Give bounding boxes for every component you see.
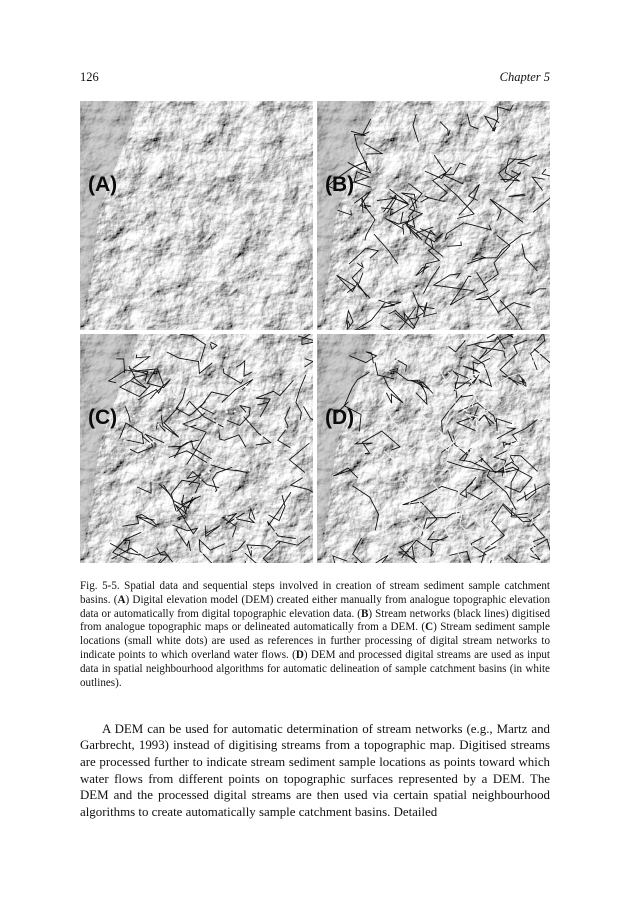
body-paragraph: A DEM can be used for automatic determination of stream networks (e.g., Martz and Garbrecht, 1993) instead of digitising streams from a topographic map. Digitised streams are processed further to indicate stream sediment sample locations as points toward which water flows from different points on topographic surfaces represented by a DEM. The DEM and the processed digital streams are then used via certain spatial neighbourhood algorithms to create automatically sample catchment basins. Detailed	[80, 721, 550, 819]
running-head-chapter: Chapter 5	[499, 70, 550, 84]
figure-5-5	[80, 101, 550, 563]
panel-b-stream-networks	[317, 101, 550, 330]
page-header	[80, 70, 550, 86]
panel-d-catchment-basins	[317, 334, 550, 563]
dem-hillshade-image	[80, 101, 313, 330]
figure-caption: Fig. 5-5. Spatial data and sequential steps involved in creation of stream sediment sample catchment basins. (A) Digital elevation model (DEM) created either manually from analogue topographic elevation data or automatically from digital topographic elevation data. (B) Stream networks (black lines) digitised from analogue topographic maps or delineated automatically from a DEM. (C) Stream sediment sample locations (small white dots) are used as references in further processing of digital stream networks to indicate points to which overland water flows. (D) DEM and processed digital streams are used as input data in spatial neighbourhood algorithms for automatic delineation of sample catchment basins (in white outlines).	[80, 580, 551, 689]
page-number: 126	[80, 70, 99, 84]
panel-c-label: (C)	[88, 406, 118, 429]
panel-b-label: (B)	[325, 173, 355, 196]
stream-network-image	[317, 101, 550, 330]
panel-c-sample-locations	[80, 334, 313, 563]
panel-a-label: (A)	[88, 173, 118, 196]
sample-locations-image	[80, 334, 313, 563]
panel-d-label: (D)	[325, 406, 355, 429]
panel-a-dem	[80, 101, 313, 330]
catchment-basins-image	[317, 334, 550, 563]
